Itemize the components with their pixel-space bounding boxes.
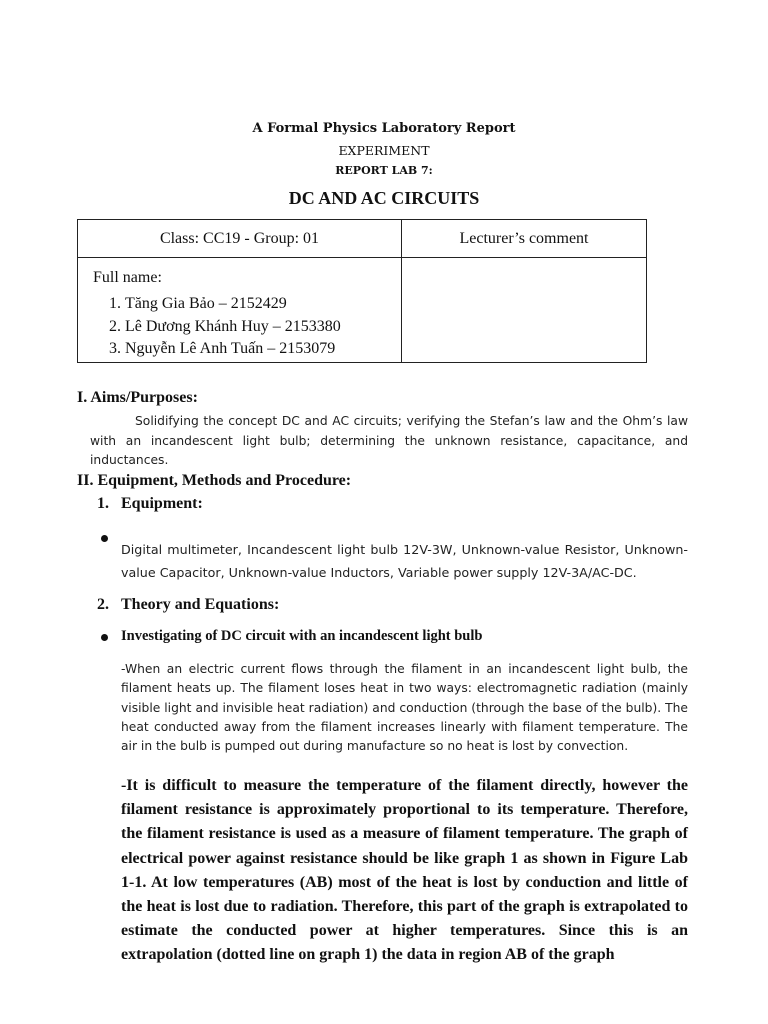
page-title: DC AND AC CIRCUITS: [288, 188, 480, 208]
report-lab-label: REPORT LAB 7:: [335, 164, 433, 177]
lecturer-comment-header: Lecturer’s comment: [402, 220, 647, 258]
member-item: 3. Nguyễn Lê Anh Tuấn – 2153079: [125, 338, 401, 361]
subheading-label: Theory and Equations:: [121, 596, 280, 613]
bullet-icon: [101, 535, 108, 542]
equipment-subheading: [97, 495, 203, 513]
theory-paragraph-2: -It is difficult to measure the temperature of the filament directly, however the filament resistance is approximately proportional to its temperature. Therefore, the filament resistance is used as a measure of filament temperature. The graph of electrical power against resistance should be like graph 1 as shown in Figure Lab 1-1. At low temperatures (AB) most of the heat is lost by conduction and little of the heat is lost due to radiation. Therefore, this part of the graph is extrapolated to estimate the conducted power at higher temperatures. Since this is an extrapolation (dotted line on graph 1) the data in region AB of the graph: [121, 777, 688, 964]
experiment-label: EXPERIMENT: [338, 143, 430, 158]
class-group-cell: Class: CC19 - Group: 01: [78, 220, 402, 258]
equipment-text: Digital multimeter, Incandescent light bulb 12V-3W, Unknown-value Resistor, Unknown-value Capacitor, Unknown-value Inductors, Variable power supply 12V-3A/AC-DC.: [121, 542, 688, 580]
methods-heading: II. Equipment, Methods and Procedure:: [77, 472, 352, 489]
aims-text: Solidifying the concept DC and AC circuits; verifying the Stefan’s law and the Ohm’s law with an incandescent light bulb; determining the unknown resistance, capacitance, and inductances.: [90, 414, 688, 467]
bullet-icon: [101, 634, 108, 641]
member-item: 2. Lê Dương Khánh Huy – 2153380: [125, 316, 401, 339]
member-list: [78, 293, 401, 361]
theory-paragraph-1: -When an electric current flows through the filament in an incandescent light bulb, the filament heats up. The filament loses heat in two ways: electromagnetic radiation (mainly visible light and invisible heat radiation) and conduction (through the base of the bulb). The heat conducted away from the filament increases linearly with filament temperature. The air in the bulb is pumped out during manufacture so no heat is lost by convection.: [121, 662, 688, 754]
full-name-cell: [78, 258, 402, 363]
member-item: 1. Tăng Gia Bảo – 2152429: [125, 293, 401, 316]
lecturer-comment-cell: [402, 258, 647, 363]
report-heading: A Formal Physics Laboratory Report: [252, 121, 516, 136]
info-table: [77, 219, 647, 363]
subheading-label: Equipment:: [121, 495, 203, 512]
subheading-number: 1.: [97, 495, 109, 512]
theory-subheading: [97, 596, 279, 614]
subheading-number: 2.: [97, 596, 109, 613]
aims-heading: I. Aims/Purposes:: [77, 389, 198, 406]
full-name-label: Full name:: [93, 269, 162, 286]
dc-circuit-bullet-title: Investigating of DC circuit with an incandescent light bulb: [121, 628, 483, 644]
